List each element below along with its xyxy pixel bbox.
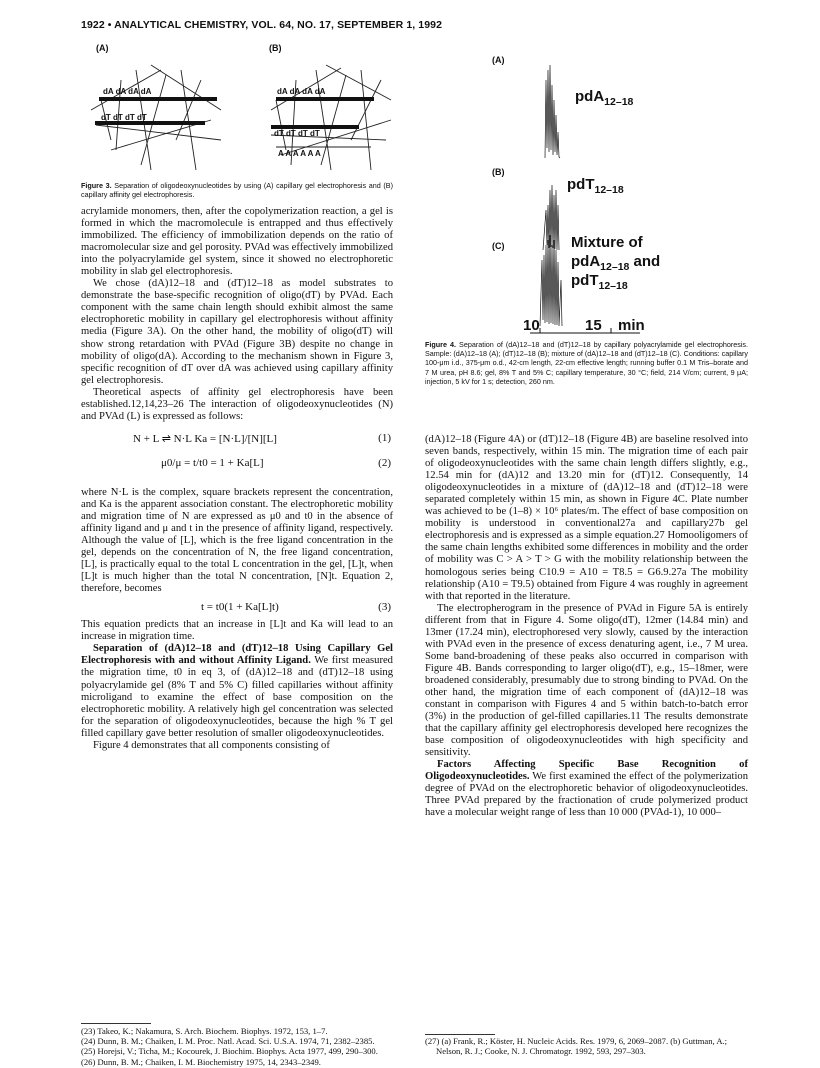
equation-2: μ0/μ = t/t0 = 1 + Ka[L] [161, 456, 264, 469]
fig4-caption [425, 340, 748, 386]
fig4-tick-label-15: 15 [585, 317, 602, 334]
left-references [81, 1026, 393, 1067]
left-paragraph-7: Figure 4 demonstrates that all components consisting of [93, 739, 330, 751]
equation-2-number: (2) [378, 456, 391, 469]
reference-26: (26) Dunn, B. M.; Chaiken, I. M. Biochemistry 1975, 14, 2343–2349. [81, 1056, 321, 1067]
fig4-trace-label-a: pdA$_{12-18}$ [575, 88, 634, 108]
fig3-da-bar-a [99, 97, 217, 101]
fig4-trace-label-b: pdT$_{12-18}$ [567, 176, 624, 196]
fig4-label-b: (B) [492, 167, 505, 177]
left-paragraph-2: We chose (dA)12–18 and (dT)12–18 as model substrates to demonstrate the base-specific recognition of oligo(dT) by PVAd. Each component with the same chain length should exhibit almost the same electrophoretic mobility in capillary gel electrophoresis without affinity media (Figure 3A). On the other hand, the mobility of oligo(dT) will show strong retardation with PVAd (Figure 3B) despite no change in mobility of oligo(dA). According to the mechanism shown in Figure 3, specific recognition of dT over dA was achieved using capillary affinity gel electrophoresis. [81, 278, 393, 386]
fig3-label-b: (B) [269, 43, 282, 53]
left-paragraph-6-body: We first measured the migration time, t0 in eq 3, of (dA)12–18 and (dT)12–18 using polyacrylamide gel (8% T and 5% C) filled capillaries without affinity microligand to examine the effect of base composition on the electrophoretic mobility. A relatively high gel concentration was selected for the separation of oligodeoxynucleotides, because the high % T gel filled capillary gave better resolution of smaller oligodeoxynucleotides. [81, 655, 393, 739]
fig3-caption [81, 181, 393, 199]
fig3-da-text-b: dA dA dA dA [277, 87, 326, 96]
fig3-schematic [81, 40, 393, 180]
equation-3: t = t0(1 + Ka[L]t) [201, 601, 279, 614]
section-heading-1: Separation of (dA)12–18 and (dT)12–18 Using Capillary Gel Electrophoresis with and without Affinity Ligand. [81, 643, 393, 667]
right-references [425, 1036, 748, 1056]
figure-3 [81, 40, 393, 200]
equation-1-number: (1) [378, 431, 391, 444]
fig4-caption-title: Figure 4. [425, 340, 456, 349]
left-paragraph-5: This equation predicts that an increase in [L]t and Ka will lead to an increase in migration time. [81, 619, 393, 643]
fig4-unit-label: min [618, 317, 645, 334]
equation-1: N + L ⇌ N·L Ka = [N·L]/[N][L] [133, 432, 277, 445]
reference-24: (24) Dunn, B. M.; Chaiken, I. M. Proc. Natl. Acad. Sci. U.S.A. 1974, 71, 2382–2385. [81, 1036, 375, 1047]
left-paragraph-6 [81, 643, 393, 739]
reference-23: (23) Takeo, K.; Nakamura, S. Arch. Biochem. Biophys. 1972, 153, 1–7. [81, 1026, 328, 1036]
fig3-caption-text: Separation of oligodeoxynucleotides by using (A) capillary gel electrophoresis and (B) capillary affinity gel electrophoresis. [81, 181, 393, 200]
fig3-label-a: (A) [96, 43, 109, 53]
equation-1-row [81, 423, 393, 453]
right-paragraph-2: The electropherogram in the presence of PVAd in Figure 5A is entirely different from that in Figure 4. Some oligo(dT), 12mer (14.84 min) and 13mer (17.24 min), electrophoresed very slowly, caused by the interaction with PVAd even in the presence of excess denaturing agent, i.e., 7 M urea. Some band-broadening of these peaks also occurred in comparison with Figure 4B. Bands corresponding to larger oligo(dT), e.g., 15–18mer, were broadened considerably, presumably due to strong binding to PVAd. On the other hand, the migration time of each component of (dA)12–18 was constant in comparison with Figures 4 and 5 within batch-to-batch error (3%) in the production of gel-filled capillaries.11 The results demonstrate that the capillary affinity gel electrophoresis developed here recognizes the base composition of oligodeoxynucleotides with high specificity and sensitivity. [425, 602, 748, 759]
fig4-caption-text: Separation of (dA)12–18 and (dT)12–18 by capillary polyacrylamide gel electrophoresis. Sample: (dA)12–18 (A); (dT)12–18 (B); mixture of (dA)12–18 and (dT)12–18 (C). Conditions: capillary 100-μm i.d., 375-μm o.d., 42-cm length, 22-cm effective length; running buffer 0.1 M Tris–borate and 7 M urea, pH 8.6; gel, 8% T and 5% C; capillary temperature, 30 °C; field, 214 V/cm; current, 9 μA; injection, 5 kV for 1 s; detection, 260 nm. [425, 340, 748, 386]
fig4-label-c: (C) [492, 241, 505, 251]
figure-4 [425, 40, 748, 420]
fig3-da-bar-b [276, 97, 374, 101]
left-paragraph-4: where N·L is the complex, square brackets represent the concentration, and Ka is the apparent association constant. The electrophoretic mobility and migration time of N are expressed as μ0 and t0 in the absence of affinity ligand and μ and t in the presence of affinity ligand, respectively. Although the value of [L], which is the free ligand concentration in the gel, depends on the concentration of N, the free ligand concentration, [L], is practically equal to the total L concentration in the gel, [L]t, when [L]t is much higher than the total N concentration, [N]t. Equation 2, therefore, becomes [81, 486, 393, 595]
right-paragraph-3 [425, 759, 748, 819]
fig4-trace-label-c: Mixture of pdA$_{12-18}$ and pdT$_{12-18}$ [571, 234, 661, 292]
reference-27: (27) (a) Frank, R.; Köster, H. Nucleic Acids. Res. 1979, 6, 2069–2087. (b) Guttman, A.; Nelson, R. J.; Cooke, N. J. Chromatogr. 1992, 593, 297–303. [425, 1036, 728, 1057]
running-header: 1922 • ANALYTICAL CHEMISTRY, VOL. 64, NO. 17, SEPTEMBER 1, 1992 [81, 19, 443, 31]
equation-2-row [81, 453, 393, 487]
fig3-caption-title: Figure 3. [81, 181, 112, 190]
right-paragraph-1: (dA)12–18 (Figure 4A) or (dT)12–18 (Figure 4B) are baseline resolved into seven bands, respectively, within 15 min. The migration time of each pair of oligodeoxynucleotides with the same chain length differs slightly, e.g., 12.54 min for (dA)12 and 13.20 min for (dT)12. Consequently, 14 oligodeoxynucleotides in a mixture of (dA)12–18 and (dT)12–18 were separated completely within 15 min, as shown in Figure 4C. Plate number was achieved to be (1–8) × 10⁶ plates/m. The effect of base composition on mobility is understood in conventional27a and capillary27b gel electrophoresis and is expressed as a simple equation.27 Homooligomers of the same chain lengths exhibited some differences in mobility and the order of mobility was C > A > T > G with the mobility relationship between the homologous series being C10.9 = A10 = T8.5 = G6.9.27a The mobility relationship (A10 = T9.5) obtained from Figure 4 was roughly in agreement with that reported in the literature. [425, 434, 748, 602]
right-column [425, 434, 748, 820]
fig4-trace-b [543, 185, 559, 250]
reference-25: (25) Horejsi, V.; Ticha, M.; Kocourek, J. Biochim. Biophys. Acta 1977, 499, 290–300. [81, 1046, 378, 1057]
fig4-trace-a [545, 65, 560, 158]
equation-3-number: (3) [378, 601, 391, 614]
fig4-tick-label-10: 10 [523, 317, 540, 334]
left-column [81, 206, 393, 752]
section-heading-2: Factors Affecting Specific Base Recognition of Oligodeoxynucleotides. [425, 759, 748, 783]
left-footnote-rule [81, 1023, 151, 1024]
fig3-dt-text-b: dT dT dT dT [274, 129, 320, 138]
right-footnote-rule [425, 1034, 495, 1035]
fig4-label-a: (A) [492, 55, 505, 65]
fig3-da-text: dA dA dA dA [103, 87, 152, 96]
right-paragraph-3-body: We first examined the effect of the polymerization degree of PVAd on the electrophoretic behavior of oligodeoxynucleotides. Three PVAd prepared by the fractionation of crude polymerized product have a molecular weight range of less than 10 000 (PVAd-1), 10 000– [425, 771, 748, 819]
left-paragraph-3: Theoretical aspects of affinity gel electrophoresis have been established.12,14,23–26 The interaction of oligodeoxynucleotides (N) and PVAd (L) is expressed as follows: [81, 386, 393, 422]
left-paragraph-1: acrylamide monomers, then, after the copolymerization reaction, a gel is formed in which the macromolecule is entrapped and thus effectively immobilized. The efficiency of immobilization depends on the ratio of macromolecular size and gel porosity. PVAd was effectively immobilized into the polyacrylamide gel system, since it showed no electrophoretic mobility in slab gel electrophoresis. [81, 206, 393, 278]
equation-3-row [81, 595, 393, 619]
fig3-a-text: A A A A A A [278, 149, 321, 158]
fig3-dt-text: dT dT dT dT [101, 113, 147, 122]
